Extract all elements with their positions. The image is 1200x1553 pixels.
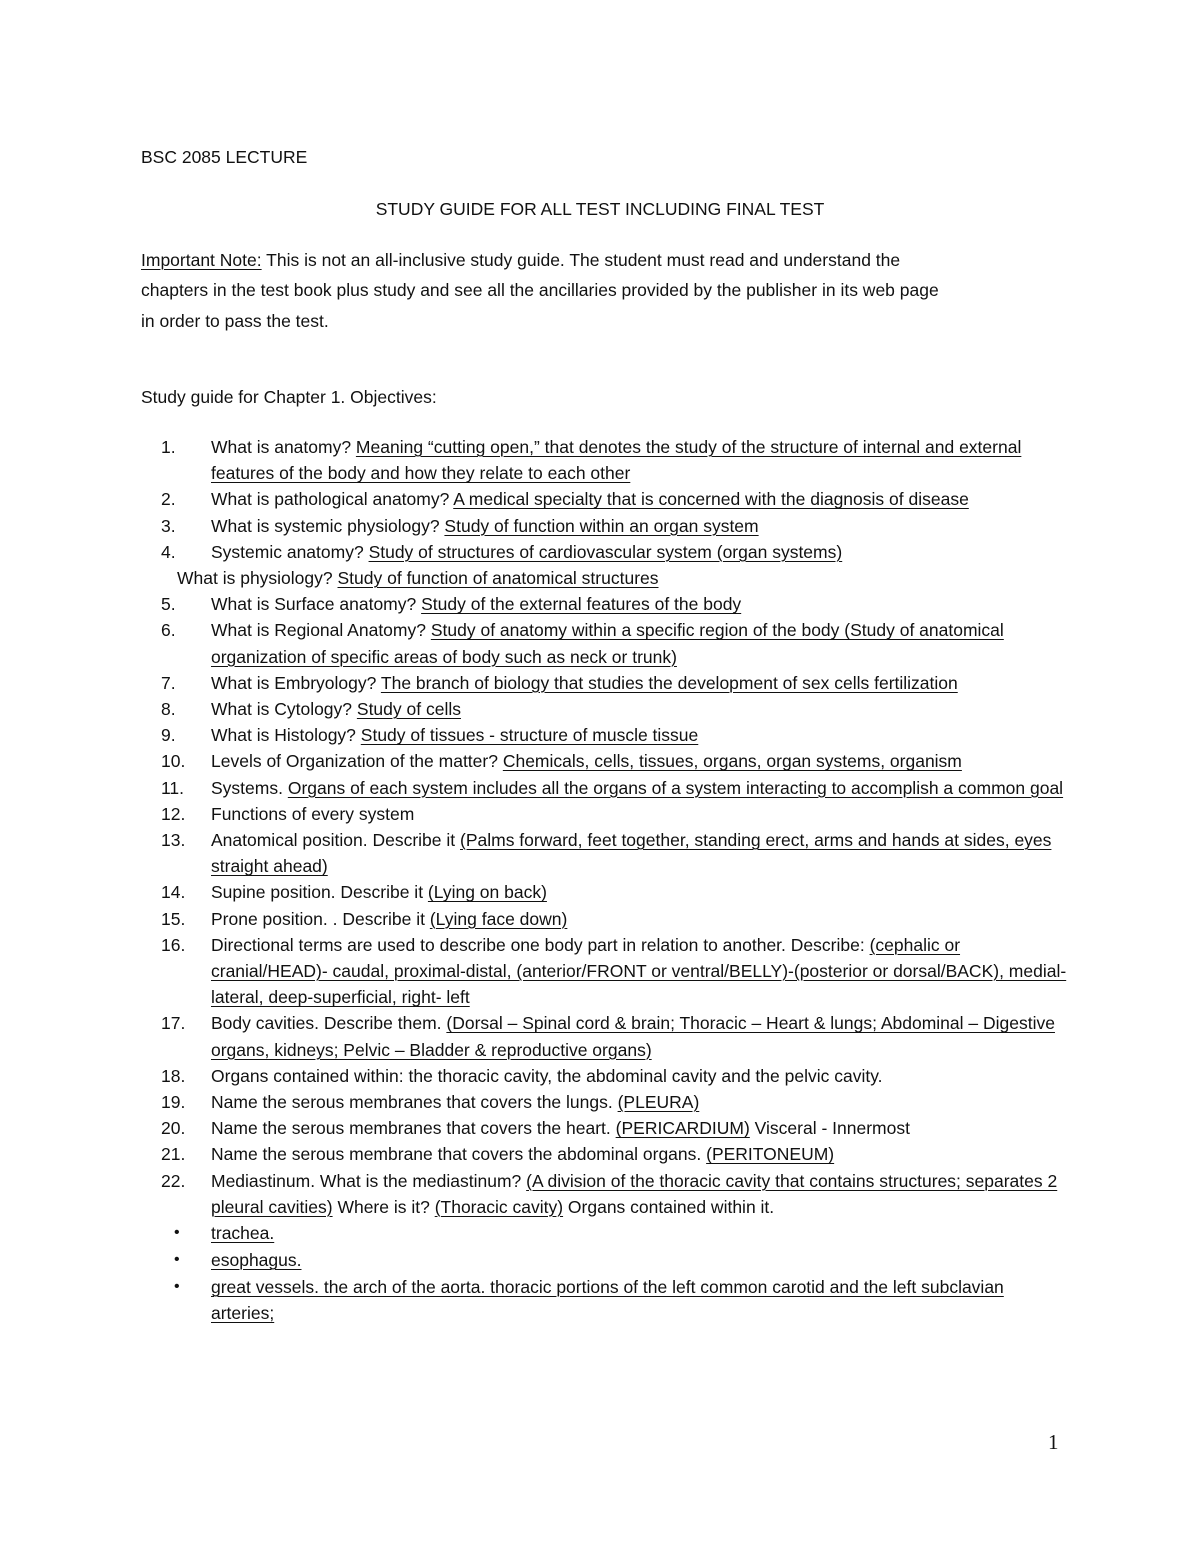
- objective-answer: Study of the external features of the body: [421, 594, 742, 615]
- objective-question: What is physiology?: [177, 568, 338, 589]
- objective-answer: Study of cells: [356, 699, 461, 720]
- bullet-text: trachea.: [211, 1223, 275, 1244]
- objective-question: Supine position. Describe it: [211, 882, 428, 903]
- objective-question: What is systemic physiology?: [211, 515, 445, 536]
- objective-answer: (Dorsal – Spinal cord & brain; Thoracic – Heart & lungs; Abdominal – Digestive organs, kidneys; Pelvic – Bladder & reproductive organs): [211, 1013, 1055, 1060]
- bullet-item: [141, 1274, 1071, 1326]
- chapter-heading: Study guide for Chapter 1. Objectives:: [141, 387, 437, 407]
- objective-number: 13.: [161, 830, 186, 851]
- objective-question: Prone position. . Describe it: [211, 908, 430, 929]
- objective-item: [141, 617, 1071, 669]
- objective-question: Systemic anatomy?: [211, 541, 369, 562]
- objective-number: 3.: [161, 515, 176, 536]
- objective-answer: (Palms forward, feet together, standing erect, arms and hands at sides, eyes straight ahead): [211, 830, 1052, 877]
- objective-number: 19.: [161, 1092, 186, 1113]
- objective-answer: Meaning “cutting open,” that denotes the study of the structure of internal and external features of the body and how they relate to each other: [211, 437, 1022, 484]
- objective-item: [141, 565, 1071, 591]
- document-title: STUDY GUIDE FOR ALL TEST INCLUDING FINAL TEST: [375, 199, 825, 219]
- objective-answer: (PLEURA): [617, 1092, 700, 1113]
- objective-answer: The branch of biology that studies the development of sex cells fertilization: [380, 672, 958, 693]
- objective-question: Name the serous membranes that covers the heart.: [211, 1118, 616, 1139]
- objective-question: What is Histology?: [211, 725, 361, 746]
- objective-question: Name the serous membrane that covers the abdominal organs.: [211, 1144, 707, 1165]
- objective-question: Organs contained within it.: [563, 1196, 775, 1217]
- objective-answer: (cephalic or cranial/HEAD)- caudal, proximal-distal, (anterior/FRONT or ventral/BELLY)-(posterior or dorsal/BACK), medial-lateral, deep-superficial, right- left: [211, 934, 1067, 1008]
- objective-item: [141, 879, 1071, 905]
- objective-item: [141, 696, 1071, 722]
- objective-question: What is Regional Anatomy?: [211, 620, 431, 641]
- objective-item: [141, 1168, 1071, 1220]
- objective-question: Name the serous membranes that covers the lungs.: [211, 1092, 618, 1113]
- objective-item: [141, 1115, 1071, 1141]
- bullet-item: [141, 1247, 1071, 1273]
- objective-question: Body cavities. Describe them.: [211, 1013, 447, 1034]
- objective-item: [141, 801, 1071, 827]
- objective-number: 16.: [161, 934, 186, 955]
- objective-question: Mediastinum. What is the mediastinum?: [211, 1170, 527, 1191]
- objective-number: 21.: [161, 1144, 186, 1165]
- objective-question: What is Surface anatomy?: [211, 594, 422, 615]
- objective-item: [141, 775, 1071, 801]
- objective-item: [141, 722, 1071, 748]
- objectives-list: [141, 434, 1071, 1327]
- bullet-item: [141, 1220, 1071, 1246]
- objective-number: 7.: [161, 672, 176, 693]
- important-note-line-3: in order to pass the test.: [141, 311, 329, 331]
- important-note-label: Important Note:: [141, 250, 262, 270]
- objective-question: What is pathological anatomy?: [211, 489, 454, 510]
- objective-answer: Study of function of anatomical structures: [337, 568, 659, 589]
- objective-answer: (Lying on back): [427, 882, 547, 903]
- objective-item: [141, 827, 1071, 879]
- important-note-line-1: [141, 249, 900, 271]
- course-header: BSC 2085 LECTURE: [141, 147, 308, 167]
- objective-item: [141, 932, 1071, 1011]
- objective-answer: Chemicals, cells, tissues, organs, organ systems, organism: [502, 751, 962, 772]
- objective-item: [141, 591, 1071, 617]
- objective-question: Visceral - Innermost: [749, 1118, 910, 1139]
- objective-answer: Study of structures of cardiovascular system (organ systems): [368, 541, 843, 562]
- objective-number: 12.: [161, 803, 186, 824]
- objective-answer: A medical specialty that is concerned with the diagnosis of disease: [453, 489, 969, 510]
- important-note-text: This is not an all-inclusive study guide. The student must read and understand the: [261, 250, 901, 270]
- page-number: 1: [1048, 1430, 1059, 1454]
- objective-item: [141, 1089, 1071, 1115]
- objective-answer: (Thoracic cavity): [434, 1196, 564, 1217]
- bullet-text: esophagus.: [211, 1250, 302, 1271]
- objective-item: [141, 1141, 1071, 1167]
- objective-question: Systems.: [211, 777, 288, 798]
- objective-item: [141, 513, 1071, 539]
- objective-answer: (PERICARDIUM): [615, 1118, 750, 1139]
- objective-question: Where is it?: [332, 1196, 435, 1217]
- objective-number: 1.: [161, 437, 176, 457]
- objective-question: Anatomical position. Describe it: [211, 830, 460, 851]
- objective-number: 9.: [161, 725, 176, 746]
- objective-question: Functions of every system: [211, 803, 415, 824]
- important-note-line-2: chapters in the test book plus study and see all the ancillaries provided by the publisher in its web page: [141, 280, 939, 300]
- objective-item: [141, 1063, 1071, 1089]
- objective-number: 20.: [161, 1118, 186, 1139]
- objective-item: [141, 434, 1071, 486]
- bullet-dot-icon: •: [174, 1278, 180, 1296]
- objective-number: 6.: [161, 620, 176, 641]
- objective-item: [141, 748, 1071, 774]
- objective-number: 14.: [161, 882, 186, 903]
- objective-number: 11.: [161, 777, 185, 798]
- objective-question: What is Cytology?: [211, 699, 357, 720]
- objective-answer: Study of function within an organ system: [444, 515, 759, 536]
- objective-item: [141, 906, 1071, 932]
- objective-question: What is anatomy?: [211, 437, 356, 457]
- bullet-text: great vessels. the arch of the aorta. thoracic portions of the left common carotid and the left subclavian arteries;: [211, 1277, 1004, 1324]
- objective-item: [141, 670, 1071, 696]
- bullet-dot-icon: •: [174, 1251, 180, 1269]
- objective-answer: (Lying face down): [429, 908, 568, 929]
- objective-item: [141, 486, 1071, 512]
- objective-question: Directional terms are used to describe one body part in relation to another. Describe:: [211, 934, 870, 955]
- objective-number: 4.: [161, 541, 176, 562]
- objective-answer: (A division of the thoracic cavity that contains structures; separates 2 pleural cavities): [211, 1170, 1058, 1217]
- objective-question: Levels of Organization of the matter?: [211, 751, 503, 772]
- objective-answer: Study of tissues - structure of muscle tissue: [360, 725, 699, 746]
- objective-answer: Study of anatomy within a specific region of the body (Study of anatomical organization of specific areas of body such as neck or trunk): [211, 620, 1004, 667]
- objective-number: 15.: [161, 908, 186, 929]
- objective-item: [141, 539, 1071, 565]
- objective-question: What is Embryology?: [211, 672, 381, 693]
- objective-number: 17.: [161, 1013, 186, 1034]
- objective-answer: (PERITONEUM): [706, 1144, 835, 1165]
- objective-number: 8.: [161, 699, 176, 720]
- bullet-dot-icon: •: [174, 1224, 180, 1242]
- objective-answer: Organs of each system includes all the organs of a system interacting to accomplish a common goal: [287, 777, 1064, 798]
- objective-number: 18.: [161, 1065, 186, 1086]
- objective-number: 5.: [161, 594, 176, 615]
- objective-number: 10.: [161, 751, 186, 772]
- objective-number: 22.: [161, 1170, 186, 1191]
- objective-question: Organs contained within: the thoracic cavity, the abdominal cavity and the pelvic cavity.: [211, 1065, 883, 1086]
- objective-number: 2.: [161, 489, 176, 510]
- objective-item: [141, 1010, 1071, 1062]
